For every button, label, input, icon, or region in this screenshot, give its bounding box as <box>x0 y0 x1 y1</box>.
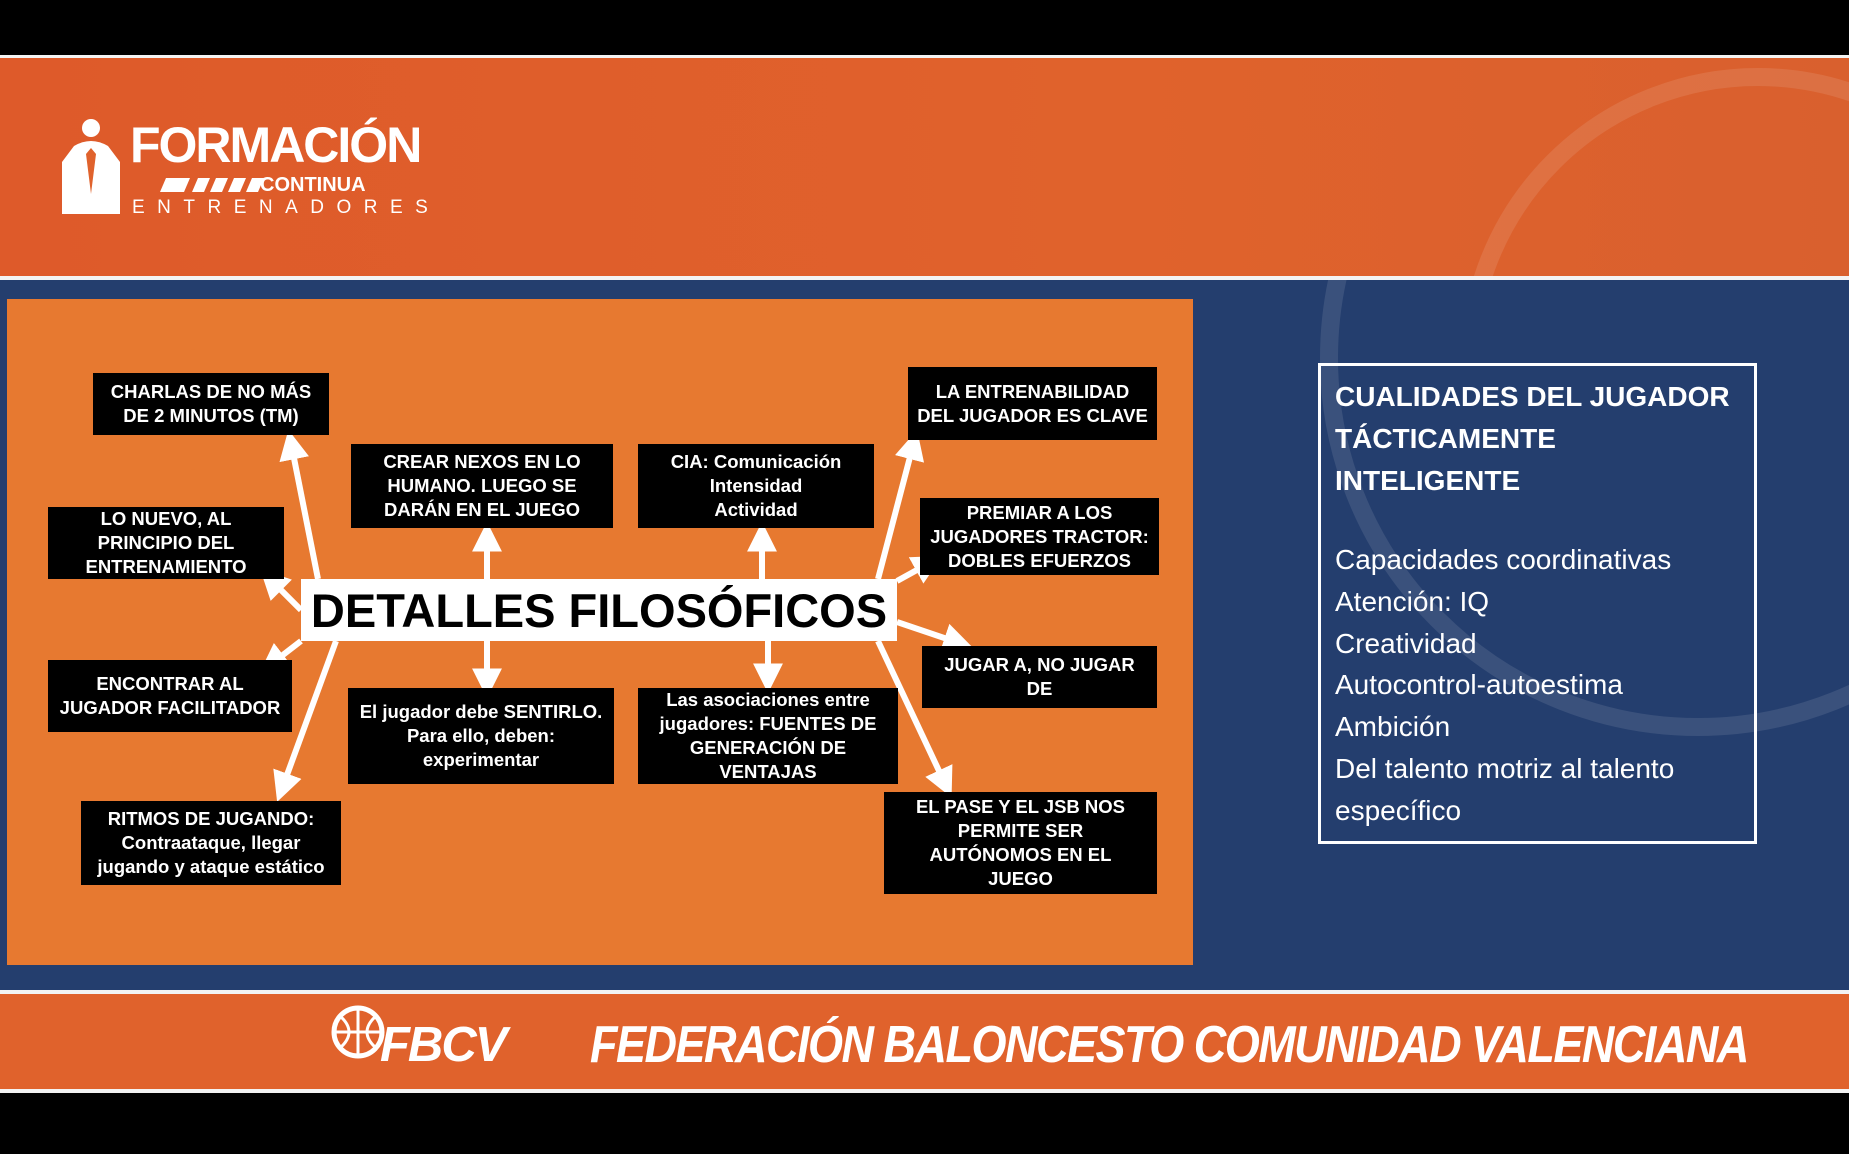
node-cia: CIA: Comunicación Intensidad Actividad <box>638 444 874 528</box>
arrow-to-lo-nuevo <box>266 575 301 610</box>
list-item: Autocontrol-autoestima <box>1335 669 1623 701</box>
node-lo-nuevo: LO NUEVO, AL PRINCIPIO DEL ENTRENAMIENTO <box>48 507 284 579</box>
logo-line3: ENTRENADORES <box>132 197 441 218</box>
list-item: Creatividad <box>1335 627 1477 659</box>
info-panel-title: CUALIDADES DEL JUGADOR TÁCTICAMENTE INTELIGENTE <box>1335 381 1730 496</box>
logo-line1: FORMACIÓN <box>130 117 421 173</box>
node-encontrar: ENCONTRAR AL JUGADOR FACILITADOR <box>48 660 292 732</box>
node-jugar-a: JUGAR A, NO JUGAR DE <box>922 646 1157 708</box>
footer-title: FEDERACIÓN BALONCESTO COMUNIDAD VALENCIANA <box>590 1015 1748 1074</box>
arrow-to-charlas <box>290 438 318 579</box>
list-item: Del talento motriz al talento <box>1335 752 1675 784</box>
info-panel-list <box>1335 539 1740 832</box>
letterbox-bottom <box>0 1098 1849 1154</box>
info-panel <box>1318 363 1757 844</box>
logo-line2: CONTINUA <box>260 174 366 196</box>
list-item: específico <box>1335 794 1462 826</box>
arrow-to-jugar-a <box>897 622 965 645</box>
basketball-icon <box>330 1004 386 1060</box>
arrow-to-entrenabilidad <box>878 438 915 579</box>
node-el-pase: EL PASE Y EL JSB NOS PERMITE SER AUTÓNOMOS EN EL JUEGO <box>884 792 1157 894</box>
list-item: Capacidades coordinativas <box>1335 544 1672 575</box>
node-ritmos: RITMOS DE JUGANDO: Contraataque, llegar jugando y ataque estático <box>81 801 341 885</box>
mindmap-center-title: DETALLES FILOSÓFICOS <box>301 579 897 641</box>
node-asociaciones: Las asociaciones entre jugadores: FUENTES DE GENERACIÓN DE VENTAJAS <box>638 688 898 784</box>
node-entrenabilidad: LA ENTRENABILIDAD DEL JUGADOR ES CLAVE <box>908 367 1157 440</box>
node-sentirlo: El jugador debe SENTIRLO. Para ello, deben: experimentar <box>348 688 614 784</box>
node-charlas: CHARLAS DE NO MÁS DE 2 MINUTOS (TM) <box>93 373 329 435</box>
list-item: Atención: IQ <box>1335 585 1490 617</box>
node-premiar: PREMIAR A LOS JUGADORES TRACTOR: DOBLES EFUERZOS <box>920 498 1159 575</box>
fbcv-logo-text: FBCV <box>380 1018 506 1072</box>
list-item: Ambición <box>1335 711 1451 743</box>
node-crear-nexos: CREAR NEXOS EN LO HUMANO. LUEGO SE DARÁN EN EL JUEGO <box>351 444 613 528</box>
